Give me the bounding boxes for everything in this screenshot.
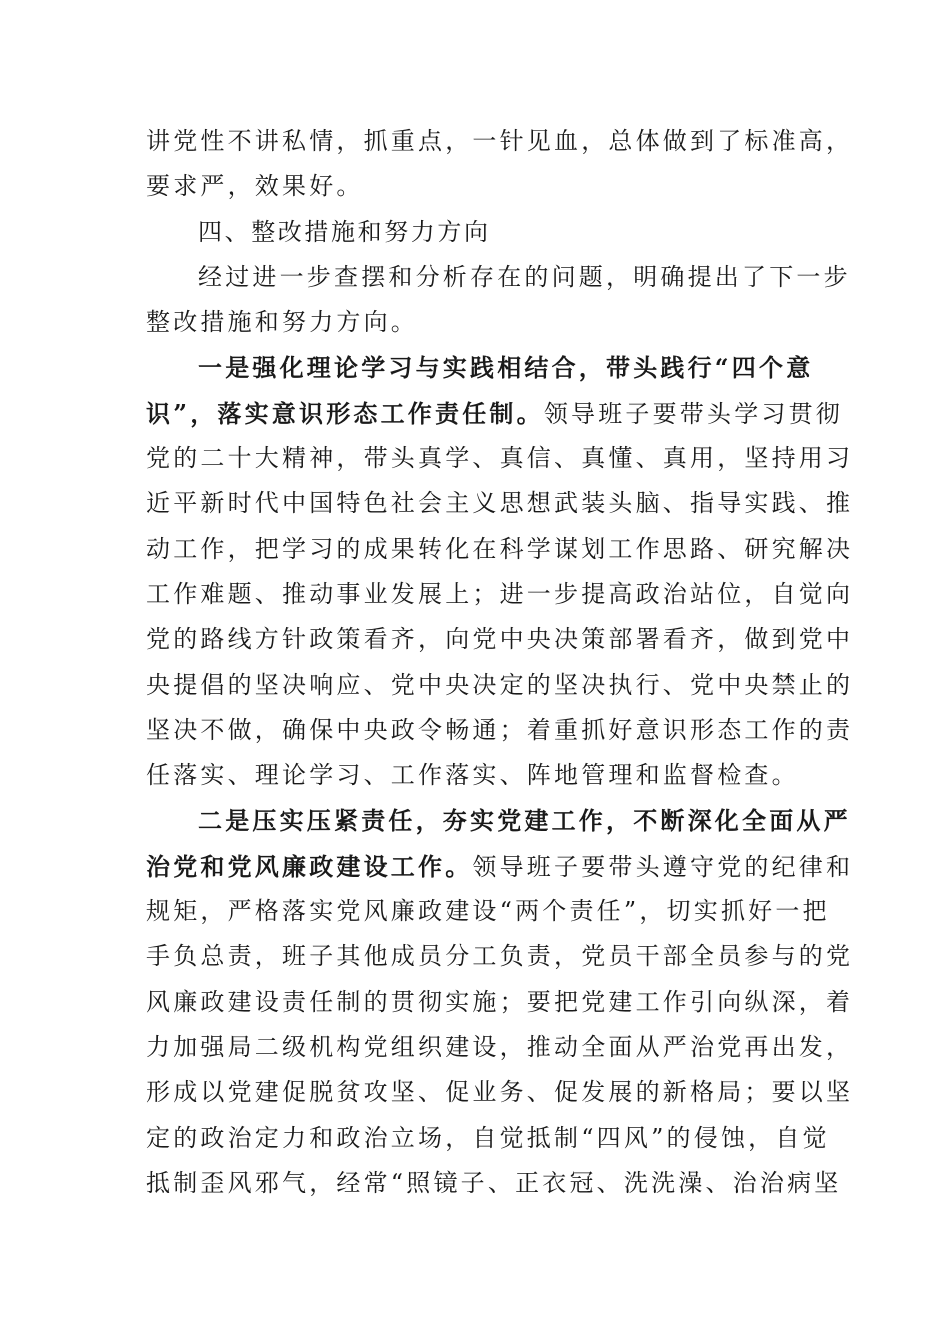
paragraph-line: 要求严，效果好。 (146, 172, 364, 201)
paragraph-line: 工作难题、推动事业发展上；进一步提高政治站位，自觉向 (146, 579, 854, 608)
bold-lead-line: 二是压实压紧责任，夯实党建工作，不断深化全面从严 (198, 806, 851, 836)
paragraph-line: 任落实、理论学习、工作落实、阵地管理和监督检查。 (146, 761, 799, 790)
paragraph-line (146, 844, 854, 889)
paragraph-text: 领导班子要带头遵守党的纪律和 (472, 852, 854, 881)
paragraph-line: 动工作，把学习的成果转化在科学谋划工作思路、研究解决 (146, 534, 854, 563)
paragraph-line: 力加强局二级机构党组织建设，推动全面从严治党再出发， (146, 1032, 854, 1061)
paragraph-line: 党的二十大精神，带头真学、真信、真懂、真用，坚持用习 (146, 444, 854, 473)
paragraph-line: 定的政治定力和政治立场，自觉抵制“四风”的侵蚀，自觉 (146, 1123, 830, 1152)
paragraph-line: 手负总责，班子其他成员分工负责，党员干部全员参与的党 (146, 942, 854, 971)
paragraph-line: 整改措施和努力方向。 (146, 308, 418, 337)
section-heading: 四、整改措施和努力方向 (198, 217, 491, 246)
paragraph-line: 央提倡的坚决响应、党中央决定的坚决执行、党中央禁止的 (146, 670, 854, 699)
bold-lead-text: 治党和党风廉政建设工作。 (146, 851, 473, 881)
paragraph-line: 坚决不做，确保中央政令畅通；着重抓好意识形态工作的责 (146, 715, 854, 744)
paragraph-line: 风廉政建设责任制的贯彻实施；要把党建工作引向纵深，着 (146, 987, 854, 1016)
paragraph-text: 领导班子要带头学习贯彻 (543, 399, 844, 428)
paragraph-line: 规矩，严格落实党风廉政建设“两个责任”，切实抓好一把 (146, 897, 830, 926)
document-body (146, 119, 854, 1206)
bold-lead-line: 一是强化理论学习与实践相结合，带头践行“四个意 (198, 353, 814, 383)
bold-lead-text: 识”，落实意识形态工作责任制。 (146, 398, 544, 428)
paragraph-line (146, 391, 844, 436)
paragraph-line: 党的路线方针政策看齐，向党中央决策部署看齐，做到党中 (146, 625, 854, 654)
paragraph-line: 形成以党建促脱贫攻坚、促业务、促发展的新格局；要以坚 (146, 1078, 854, 1107)
paragraph-line: 抵制歪风邪气，经常“照镜子、正衣冠、洗洗澡、治治病坚 (146, 1168, 842, 1197)
paragraph-line: 经过进一步查摆和分析存在的问题，明确提出了下一步 (198, 262, 851, 291)
paragraph-line: 近平新时代中国特色社会主义思想武装头脑、指导实践、推 (146, 489, 854, 518)
paragraph-line: 讲党性不讲私情，抓重点，一针见血，总体做到了标准高， (146, 127, 854, 155)
